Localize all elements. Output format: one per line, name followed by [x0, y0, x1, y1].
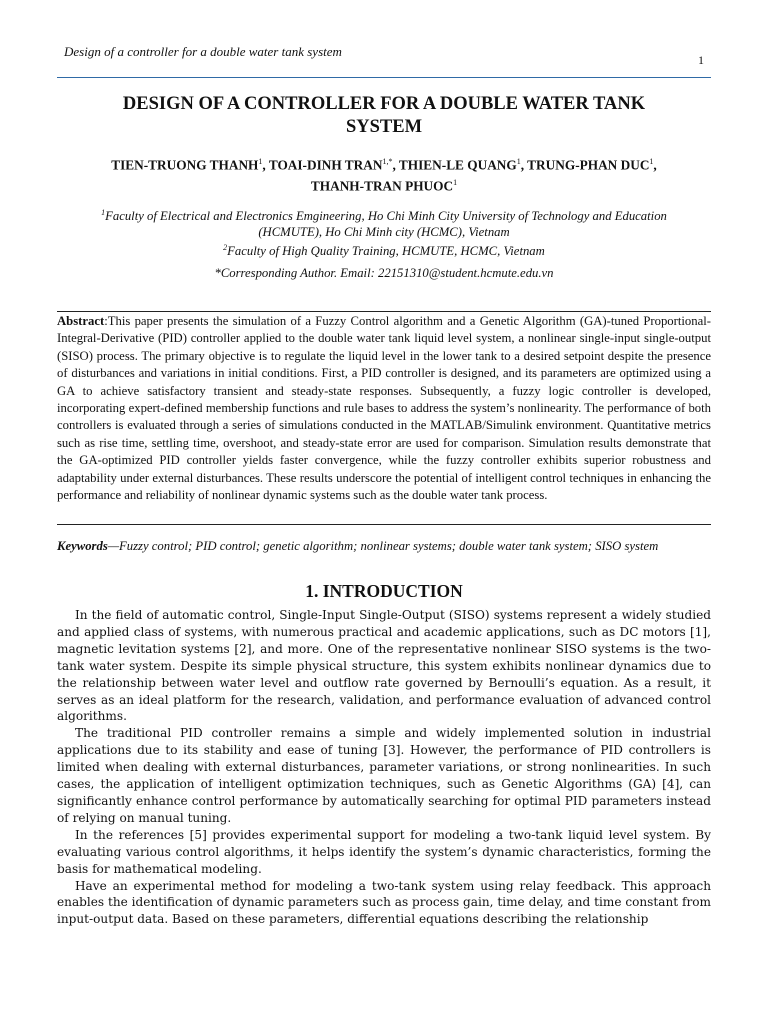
section-title — [323, 581, 463, 601]
affiliation-1 — [57, 205, 711, 225]
keywords — [57, 539, 711, 555]
abstract-top-rule — [57, 311, 711, 312]
affiliation-1-line-2: (HCMUTE), Ho Chi Minh city (HCMC), Vietnam — [258, 224, 510, 239]
section-title-rest: NTRODUCTION — [329, 581, 463, 601]
author-separator: , — [653, 157, 657, 173]
body-paragraph: In the field of automatic control, Single-Input Single-Output (SISO) systems represent a widely studied and applied class of systems, with numerous practical and academic applications, such as DC motors [1], magnetic levitation systems [2], and more. One of the representative nonlinear SISO systems is the two-tank water system. Despite its simple physical structure, this system exhibits nonlinear dynamics due to the relationship between water level and outflow rate governed by Bernoulli’s equation. As a result, it serves as an ideal platform for the research, validation, and performance evaluation of advanced control algorithms. — [57, 608, 711, 724]
affiliation-1-mark: 1 — [101, 208, 106, 217]
introduction-body — [57, 607, 711, 928]
abstract — [57, 313, 711, 504]
author-name: TIEN-TRUONG THANH — [111, 157, 259, 173]
body-paragraph: Have an experimental method for modeling a two-tank system using relay feedback. This approach enables the identification of dynamic parameters such as process gain, time delay, and time constant from input-output data. Based on these parameters, differential equations describing the relationship — [57, 878, 711, 927]
section-heading-introduction — [57, 581, 711, 602]
body-paragraph: In the references [5] provides experimental support for modeling a two-tank liquid level system. By evaluating various control algorithms, it helps identify the system’s dynamic characteristics, forming the basis for mathematical modeling. — [57, 827, 711, 876]
affiliation-2-mark: 2 — [223, 243, 228, 253]
author-name: THANH-TRAN PHUOC — [310, 178, 454, 194]
affiliations — [57, 205, 711, 260]
author-affiliation-mark: 1 — [516, 157, 521, 166]
author-affiliation-mark: 1 — [258, 157, 263, 166]
author-separator: , — [262, 157, 269, 173]
author-name: THIEN-LE QUANG — [398, 157, 517, 173]
author-affiliation-mark: 1,* — [382, 157, 393, 166]
paper-title — [57, 93, 711, 139]
body-paragraph: The traditional PID controller remains a simple and widely implemented solution in industrial applications due to its stability and ease of tuning [3]. However, the performance of PID controllers is limited when dealing with external disturbances, parameter variations, or strong nonlinearities. In such cases, the application of intelligent optimization techniques, such as Genetic Algorithms (GA) [4], can significantly enhance control performance by automatically searching for optimal PID parameters instead of relying on manual tuning. — [57, 726, 711, 825]
author-separator: , — [392, 157, 399, 173]
author-affiliation-mark: 1 — [649, 157, 654, 166]
keywords-text: —Fuzzy control; PID control; genetic algorithm; nonlinear systems; double water tank system; SISO system — [107, 539, 659, 553]
abstract-label: Abstract — [57, 314, 105, 328]
author-name: TRUNG-PHAN DUC — [527, 157, 650, 173]
abstract-text: :This paper presents the simulation of a Fuzzy Control algorithm and a Genetic Algorithm (GA)-tuned Proportional-Integral-Derivative (PID) controller applied to the double water tank liquid level system, a nonlinear single-input single-output (SISO) process. The primary objective is to regulate the liquid level in the lower tank to a desired setpoint despite the presence of disturbances and variations in initial conditions. First, a PID controller is designed, and its parameters are optimized using a GA to achieve satisfactory transient and steady-state responses. Subsequently, a fuzzy logic controller is developed, incorporating expert-defined membership functions and rule bases to address the system’s nonlinearity. The performance of both controllers is evaluated through a series of simulations conducted in the MATLAB/Simulink environment. Quantitative metrics such as rise time, settling time, overshoot, and steady-state error are used for comparison. Simulation results demonstrate that the GA-optimized PID controller yields faster convergence, while the fuzzy controller exhibits superior robustness and adaptability under external disturbances. These results underscore the potential of intelligent control techniques in enhancing the performance and reliability of nonlinear dynamic systems such as the double water tank process. — [57, 314, 711, 503]
running-header: Design of a controller for a double water tank system — [64, 44, 342, 59]
abstract-bottom-rule — [57, 524, 711, 525]
affiliation-2 — [57, 240, 711, 260]
page-number: 1 — [698, 53, 704, 67]
author-affiliation-mark: 1 — [453, 178, 458, 188]
author-list — [57, 153, 711, 196]
paper-title-line-1: DESIGN OF A CONTROLLER FOR A DOUBLE WATER TANK — [122, 94, 646, 114]
paper-title-line-2: SYSTEM — [345, 117, 423, 137]
section-number: 1. — [305, 581, 319, 601]
header-rule — [57, 77, 711, 78]
author-separator: , — [520, 157, 528, 173]
section-title-initial: I — [322, 581, 330, 601]
author-name: TOAI-DINH TRAN — [268, 157, 383, 173]
affiliation-2-text: Faculty of High Quality Training, HCMUTE, HCMC, Vietnam — [227, 244, 545, 259]
keywords-label: Keywords — [57, 539, 108, 553]
affiliation-1-line-1: Faculty of Electrical and Electronics Emgineering, Ho Chi Minh City University of Technology and Education — [105, 209, 667, 224]
corresponding-author: *Corresponding Author. Email: 22151310@student.hcmute.edu.vn — [214, 266, 554, 280]
